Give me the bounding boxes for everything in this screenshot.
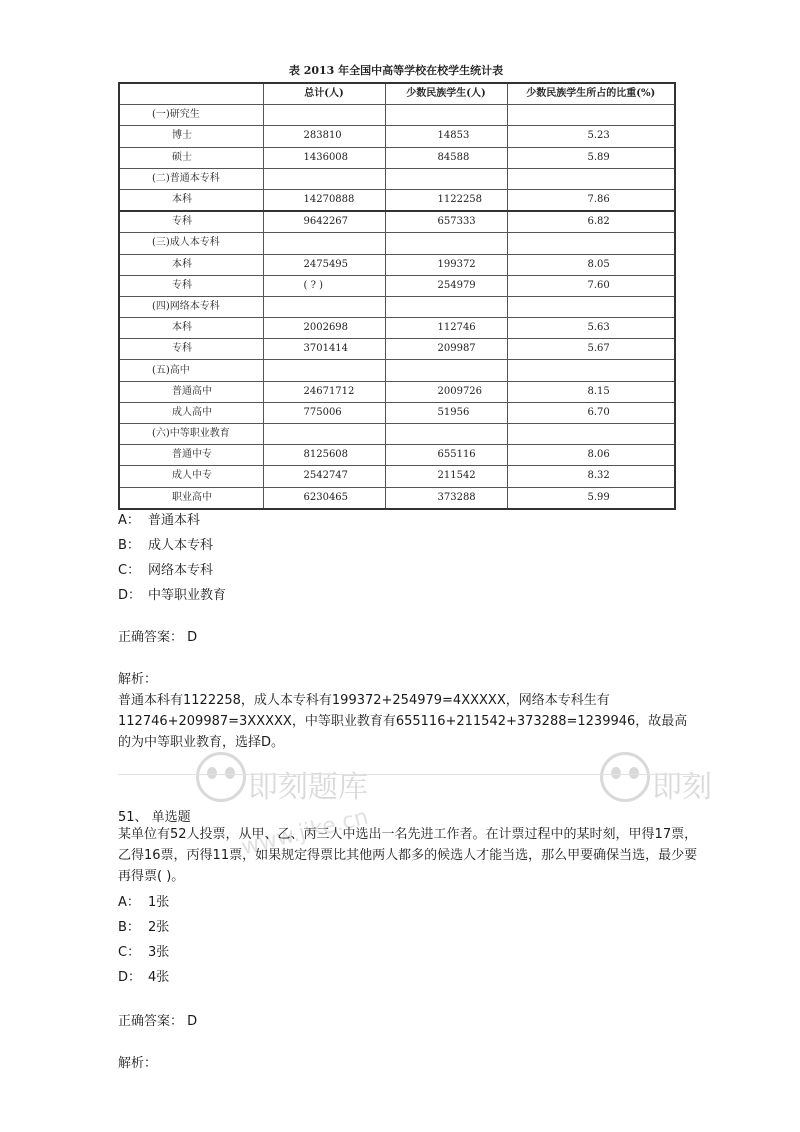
option-c [118,558,226,583]
value-cell: 1122258 [385,189,507,211]
q1-options-list [118,508,226,608]
q2-correct-answer: 正确答案： D [118,1014,198,1029]
option-text: 3张 [148,945,170,960]
table-header-row [119,83,675,105]
option-letter: C： [118,945,141,960]
row-label-cell: 本科 [119,254,263,275]
value-cell: 8.32 [507,466,675,487]
header-cell [119,83,263,105]
value-cell [507,424,675,445]
option-text: 1张 [148,895,170,910]
option-d [118,965,169,990]
table-row [119,211,675,233]
value-cell: 5.23 [507,126,675,147]
value-cell: 5.63 [507,318,675,339]
value-cell: 211542 [385,466,507,487]
value-cell: 655116 [385,445,507,466]
q1-correct-answer: 正确答案： D [118,630,198,645]
option-letter: C： [118,563,141,578]
value-cell [263,105,385,126]
row-label-cell: (五)高中 [119,360,263,381]
header-cell: 总计(人) [263,83,385,105]
option-a [118,508,226,533]
row-label-cell: 成人高中 [119,402,263,423]
table-row [119,105,675,126]
table-row [119,339,675,360]
option-b [118,533,226,558]
question-divider [118,774,698,775]
table-row [119,233,675,254]
table-row [119,381,675,402]
value-cell [263,296,385,317]
row-label-cell: 普通高中 [119,381,263,402]
value-cell: 2009726 [385,381,507,402]
value-cell: 1436008 [263,147,385,168]
row-label-cell: 成人中专 [119,466,263,487]
table-title: 表 2013 年全国中高等学校在校学生统计表 [288,64,504,77]
table-row [119,445,675,466]
value-cell: 112746 [385,318,507,339]
option-b [118,915,169,940]
option-text: 4张 [148,970,170,985]
q2-analysis-label: 解析： [118,1056,158,1071]
option-letter: B： [118,920,140,935]
q1-analysis-label: 解析： [118,672,158,687]
q1-analysis-text: 普通本科有1122258，成人本专科有199372+254979=4XXXXX，网络本专科生有112746+209987=3XXXXX，中等职业教育有655116+211542+373288=1239946，故最高的为中等职业教育，选择D。 [118,693,688,750]
statistics-table [118,82,676,510]
option-text: 2张 [148,920,170,935]
row-label-cell: 本科 [119,318,263,339]
header-cell: 少数民族学生(人) [385,83,507,105]
row-label-cell: 专科 [119,339,263,360]
value-cell: 2002698 [263,318,385,339]
value-cell: 9642267 [263,211,385,233]
watermark-url: www.jike.cn [238,804,371,861]
table-row [119,296,675,317]
header-cell: 少数民族学生所占的比重(%) [507,83,675,105]
row-label-cell: 普通中专 [119,445,263,466]
value-cell: 2542747 [263,466,385,487]
table-row [119,189,675,211]
value-cell: 8125608 [263,445,385,466]
value-cell: 8.15 [507,381,675,402]
value-cell: 7.86 [507,189,675,211]
table-row [119,487,675,509]
value-cell [263,233,385,254]
row-label-cell: (一)研究生 [119,105,263,126]
table-row [119,126,675,147]
value-cell [385,424,507,445]
value-cell: 5.99 [507,487,675,509]
value-cell [263,168,385,189]
value-cell [385,168,507,189]
q2-header: 51、 单选题 [118,810,191,825]
option-letter: D： [118,588,142,603]
value-cell: 5.89 [507,147,675,168]
value-cell: 373288 [385,487,507,509]
value-cell: 199372 [385,254,507,275]
value-cell: 254979 [385,275,507,296]
value-cell: 14853 [385,126,507,147]
value-cell: 7.60 [507,275,675,296]
row-label-cell: 本科 [119,189,263,211]
table-row [119,275,675,296]
value-cell: 5.67 [507,339,675,360]
row-label-cell: 职业高中 [119,487,263,509]
value-cell [385,105,507,126]
option-c [118,940,169,965]
watermark-brand-right: 即刻 [652,770,712,805]
value-cell [385,360,507,381]
row-label-cell: 博士 [119,126,263,147]
option-letter: A： [118,895,140,910]
row-label-cell: 专科 [119,211,263,233]
table-row [119,254,675,275]
value-cell: 283810 [263,126,385,147]
option-letter: B： [118,538,140,553]
value-cell: 3701414 [263,339,385,360]
table-row [119,424,675,445]
value-cell [507,296,675,317]
option-letter: A： [118,513,140,528]
value-cell [507,233,675,254]
option-text: 成人本专科 [148,538,214,553]
value-cell: 6230465 [263,487,385,509]
row-label-cell: (二)普通本专科 [119,168,263,189]
option-text: 网络本专科 [148,563,214,578]
value-cell: 775006 [263,402,385,423]
table-row [119,402,675,423]
table-row [119,318,675,339]
q2-question-text: 某单位有52人投票，从甲、乙、丙三人中选出一名先进工作者。在计票过程中的某时刻，甲得17票，乙得16票，丙得11票，如果规定得票比其他两人都多的候选人才能当选，那么甲要确保当选，最少要再得票( )。 [118,827,698,884]
value-cell: 6.82 [507,211,675,233]
row-label-cell: (六)中等职业教育 [119,424,263,445]
value-cell [507,360,675,381]
value-cell [385,296,507,317]
value-cell [385,233,507,254]
option-a [118,890,169,915]
value-cell: 14270888 [263,189,385,211]
option-text: 普通本科 [148,513,201,528]
row-label-cell: 专科 [119,275,263,296]
value-cell [507,168,675,189]
value-cell: 8.06 [507,445,675,466]
value-cell [263,360,385,381]
panda-logo-icon-right [600,752,650,802]
panda-logo-icon [196,752,246,802]
table-row [119,147,675,168]
row-label-cell: 硕士 [119,147,263,168]
value-cell: 84588 [385,147,507,168]
value-cell: 24671712 [263,381,385,402]
value-cell: 2475495 [263,254,385,275]
value-cell [507,105,675,126]
table-row [119,168,675,189]
row-label-cell: (四)网络本专科 [119,296,263,317]
value-cell: 6.70 [507,402,675,423]
row-label-cell: (三)成人本专科 [119,233,263,254]
value-cell: ( ? ) [263,275,385,296]
value-cell: 8.05 [507,254,675,275]
option-letter: D： [118,970,142,985]
watermark-brand: 即刻题库 [248,770,368,805]
q2-options-list [118,890,169,990]
option-text: 中等职业教育 [148,588,227,603]
statistics-table-section [118,60,674,510]
table-row [119,466,675,487]
table-row [119,360,675,381]
option-d [118,583,226,608]
value-cell: 51956 [385,402,507,423]
value-cell [263,424,385,445]
value-cell: 657333 [385,211,507,233]
value-cell: 209987 [385,339,507,360]
